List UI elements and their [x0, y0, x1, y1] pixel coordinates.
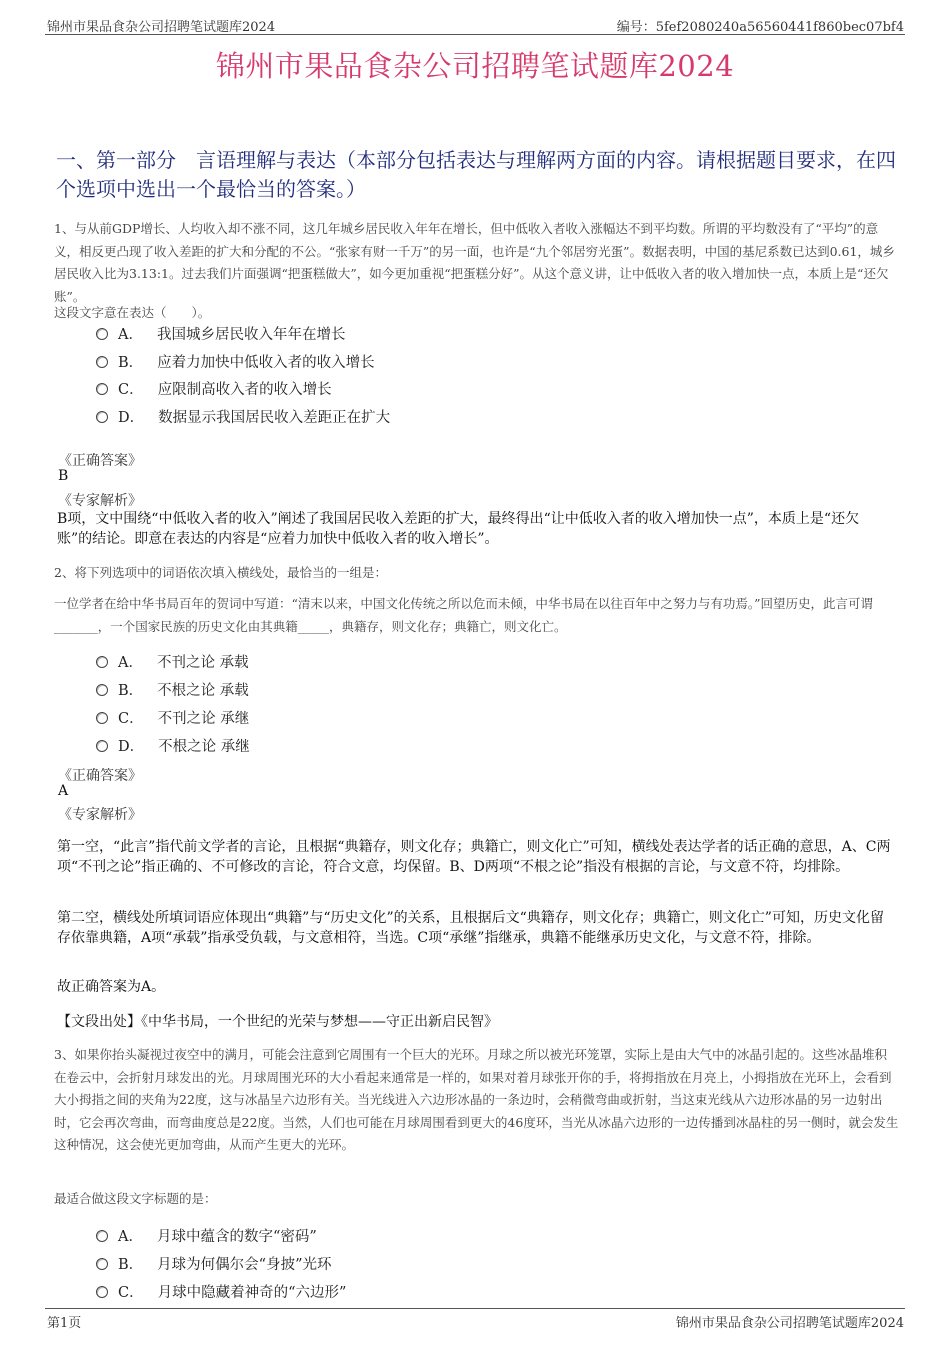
radio-icon[interactable]: [96, 356, 108, 368]
question-2-passage: 一位学者在给中华书局百年的贺词中写道：“清末以来，中国文化传统之所以危而未倾，中华书局在以往百年中之努力与有功焉。”回望历史，此言可谓_______，一个国家民族的历史文化由其典籍_____，典籍存，则文化存；典籍亡，则文化亡。: [54, 596, 874, 634]
radio-icon[interactable]: [96, 656, 108, 668]
radio-icon[interactable]: [96, 1258, 108, 1270]
question-3-prompt: 最适合做这段文字标题的是：: [54, 1191, 217, 1206]
q1-analysis-label: 《专家解析》: [58, 493, 142, 509]
section-heading: 一、第一部分 言语理解与表达（本部分包括表达与理解两方面的内容。请根据题目要求，在四个选项中选出一个最恰当的答案。）: [56, 148, 896, 201]
radio-icon[interactable]: [96, 328, 108, 340]
q2-analysis-para-2: 第二空，横线处所填词语应体现出“典籍”与“历史文化”的关系，且根据后文“典籍存，则文化存；典籍亡，则文化亡”可知，历史文化留存依靠典籍，A项“承载”指承受负载，与文意相符，当选。C项“承继”指继承，典籍不能继承历史文化，与文意不符，排除。: [57, 910, 884, 946]
q2-answer-label: 《正确答案》: [58, 768, 142, 784]
q1-analysis: B项，文中围绕“中低收入者的收入”阐述了我国居民收入差距的扩大，最终得出“让中低收入者的收入增加快一点”，本质上是“还欠账”的结论。即意在表达的内容是“应着力加快中低收入者的收入增长”。: [57, 511, 860, 547]
radio-icon[interactable]: [96, 1286, 108, 1298]
q2-source: 【文段出处】《中华书局，一个世纪的光荣与梦想——守正出新启民智》: [57, 1014, 498, 1030]
radio-icon[interactable]: [96, 740, 108, 752]
q1-option-c[interactable]: C． 应限制高收入者的收入增长: [96, 378, 332, 399]
footer-divider: [45, 1308, 905, 1309]
q2-option-a[interactable]: A． 不刊之论 承载: [96, 651, 249, 672]
radio-icon[interactable]: [96, 684, 108, 696]
footer-doc-title: 锦州市果品食杂公司招聘笔试题库2024: [675, 1316, 904, 1331]
q3-option-b[interactable]: B． 月球为何偶尔会“身披”光环: [96, 1253, 331, 1274]
header-doc-id: 编号：5fef2080240a56560441f860bec07bf4: [616, 20, 904, 35]
q3-option-a[interactable]: A． 月球中蕴含的数字“密码”: [96, 1225, 317, 1246]
header-divider: [45, 34, 905, 35]
q2-option-d[interactable]: D． 不根之论 承继: [96, 735, 250, 756]
radio-icon[interactable]: [96, 712, 108, 724]
question-3-text: 3、如果你抬头凝视过夜空中的满月，可能会注意到它周围有一个巨大的光环。月球之所以被光环笼罩，实际上是由大气中的冰晶引起的。这些冰晶堆积在卷云中，会折射月球发出的光。月球周围光环的大小看起来通常是一样的，如果对着月球张开你的手，将拇指放在月亮上，小拇指放在光环上，会看到大小拇指之间的夹角为22度，这与冰晶呈六边形有关。当光线进入六边形冰晶的一条边时，会稍微弯曲或折射，当这束光线从六边形冰晶的另一边射出时，它会再次弯曲，而弯曲度总是22度。当然，人们也可能在月球周围看到更大的46度环，当光从冰晶六边形的一边传播到冰晶柱的另一侧时，就会发生这种情况，这会使光更加弯曲，从而产生更大的光环。: [54, 1047, 899, 1152]
q2-analysis-para-1: 第一空，“此言”指代前文学者的言论，且根据“典籍存，则文化存；典籍亡，则文化亡”可知，横线处表达学者的话正确的意思，A、C两项“不刊之论”指正确的、不可修改的言论，符合文意，均保留。B、D两项“不根之论”指没有根据的言论，与文意不符，均排除。: [57, 839, 891, 875]
page-title: 锦州市果品食杂公司招聘笔试题库2024: [215, 49, 735, 83]
q1-answer: B: [58, 468, 69, 484]
radio-icon[interactable]: [96, 411, 108, 423]
q2-option-b[interactable]: B． 不根之论 承载: [96, 679, 249, 700]
page-number: 第1页: [47, 1316, 82, 1331]
q1-answer-label: 《正确答案》: [58, 453, 142, 469]
q2-analysis-label: 《专家解析》: [58, 807, 142, 823]
q2-answer: A: [58, 783, 69, 799]
radio-icon[interactable]: [96, 1230, 108, 1242]
q1-option-d[interactable]: D． 数据显示我国居民收入差距正在扩大: [96, 406, 390, 427]
question-1-prompt: 这段文字意在表达（ ）。: [54, 305, 211, 320]
radio-icon[interactable]: [96, 383, 108, 395]
q1-option-a[interactable]: A． 我国城乡居民收入年年在增长: [96, 323, 345, 344]
q3-option-c[interactable]: C． 月球中隐藏着神奇的“六边形”: [96, 1281, 346, 1302]
q2-option-c[interactable]: C． 不刊之论 承继: [96, 707, 249, 728]
header-doc-title: 锦州市果品食杂公司招聘笔试题库2024: [47, 20, 276, 35]
q1-option-b[interactable]: B． 应着力加快中低收入者的收入增长: [96, 351, 375, 372]
question-2-text: 2、将下列选项中的词语依次填入横线处，最恰当的一组是：: [54, 565, 387, 580]
question-1-text: 1、与从前GDP增长、人均收入却不涨不同，这几年城乡居民收入年年在增长，但中低收入者收入涨幅达不到平均数。所谓的平均数没有了“平均”的意义，相反更凸现了收入差距的扩大和分配的不公。“张家有财一千万”的另一面，也许是“九个邻居穷光蛋”。数据表明，中国的基尼系数已达到0.61，城乡居民收入比为3.13:1。过去我们片面强调“把蛋糕做大”，如今更加重视“把蛋糕分好”。从这个意义讲，让中低收入者的收入增加快一点，本质上是“还欠账”。: [54, 221, 895, 304]
q2-analysis-para-3: 故正确答案为A。: [57, 979, 166, 995]
